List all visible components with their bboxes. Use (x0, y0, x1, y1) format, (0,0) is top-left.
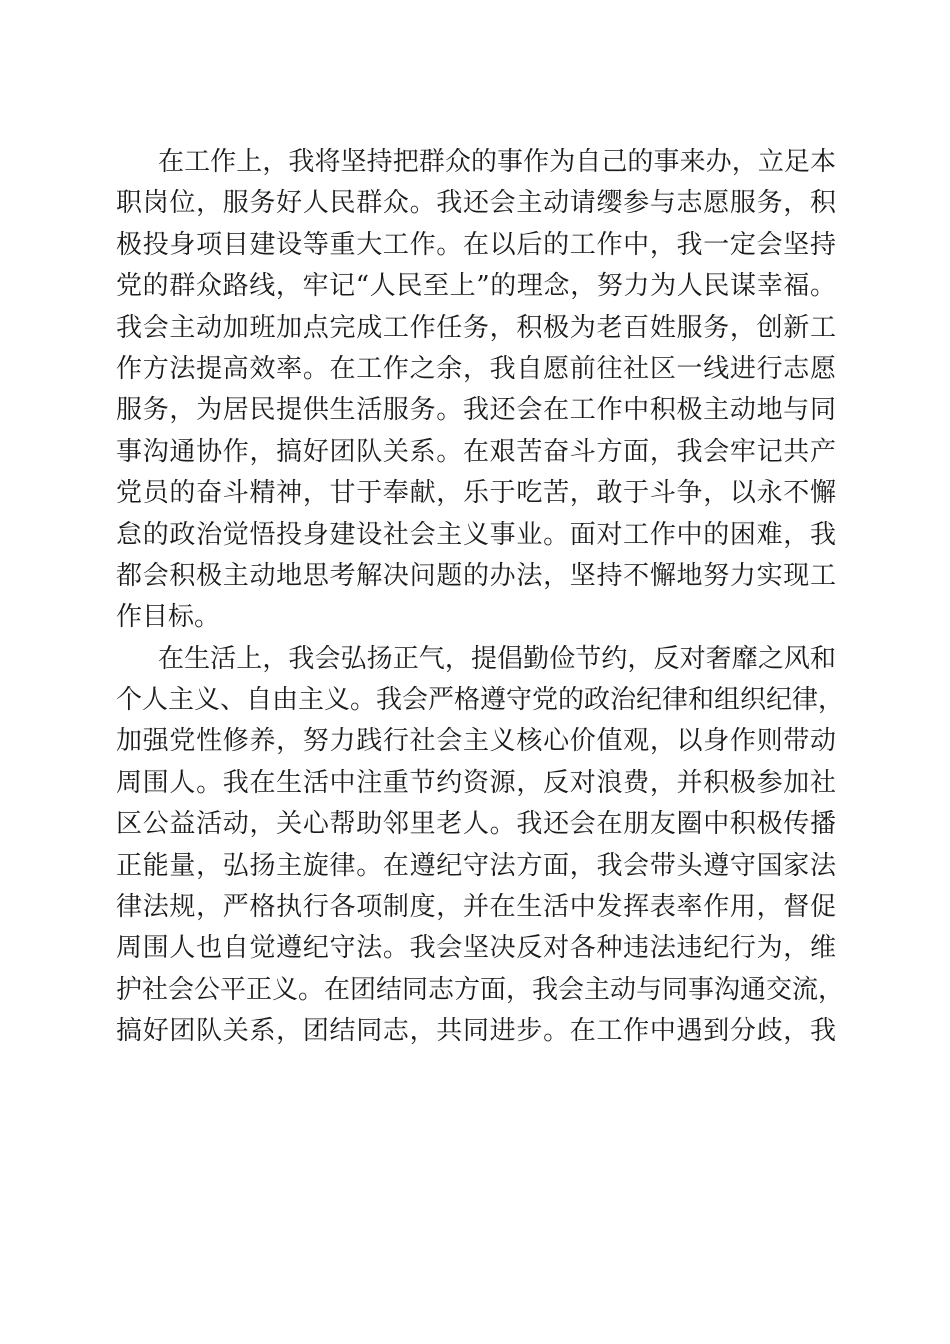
paragraph-life (116, 639, 845, 1053)
text-line: 作方法提高效率。在工作之余，我自愿前往社区一线进行志愿 (116, 353, 836, 384)
text-line: 作目标。 (116, 602, 221, 633)
text-line: 周围人也自觉遵纪守法。我会坚决反对各种违法违纪行为，维 (116, 933, 836, 964)
text-line: 区公益活动，关心帮助邻里老人。我还会在朋友圈中积极传播 (116, 809, 836, 840)
text-line: 党员的奋斗精神，甘于奉献，乐于吃苦，敢于斗争，以永不懈 (116, 478, 836, 509)
text-line: 周围人。我在生活中注重节约资源，反对浪费，并积极参加社 (116, 767, 836, 798)
text-line: 党的群众路线，牢记“人民至上”的理念，努力为人民谋幸福。 (116, 271, 836, 302)
text-line: 服务，为居民提供生活服务。我还会在工作中积极主动地与同 (116, 395, 836, 426)
text-line: 我会主动加班加点完成工作任务，积极为老百姓服务，创新工 (116, 312, 836, 343)
text-line: 律法规，严格执行各项制度，并在生活中发挥表率作用，督促 (116, 892, 836, 923)
text-line: 个人主义、自由主义。我会严格遵守党的政治纪律和组织纪律， (116, 685, 845, 716)
text-line: 加强党性修养，努力践行社会主义核心价值观，以身作则带动 (116, 726, 836, 757)
text-line: 护社会公平正义。在团结同志方面，我会主动与同事沟通交流， (116, 974, 845, 1005)
text-line: 怠的政治觉悟投身建设社会主义事业。面对工作中的困难，我 (116, 519, 836, 550)
text-line: 极投身项目建设等重大工作。在以后的工作中，我一定会坚持 (116, 229, 836, 260)
text-line: 在生活上，我会弘扬正气，提倡勤俭节约，反对奢靡之风和 (158, 643, 836, 674)
text-line: 正能量，弘扬主旋律。在遵纪守法方面，我会带头遵守国家法 (116, 850, 836, 881)
body-text (116, 142, 845, 1053)
text-line: 搞好团队关系，团结同志，共同进步。在工作中遇到分歧，我 (116, 1016, 836, 1047)
paragraph-work (116, 142, 836, 639)
text-line: 事沟通协作，搞好团队关系。在艰苦奋斗方面，我会牢记共产 (116, 436, 836, 467)
text-line: 职岗位，服务好人民群众。我还会主动请缨参与志愿服务，积 (116, 188, 836, 219)
text-line: 都会积极主动地思考解决问题的办法，坚持不懈地努力实现工 (116, 560, 836, 591)
text-line: 在工作上，我将坚持把群众的事作为自己的事来办，立足本 (158, 147, 836, 177)
